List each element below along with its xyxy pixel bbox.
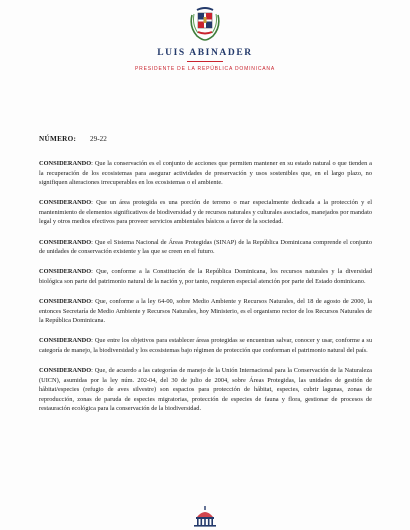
paragraph-keyword: CONSIDERANDO (39, 238, 92, 246)
document-number-value: 29-22 (90, 135, 107, 143)
document-body (39, 159, 372, 424)
considerando-paragraph (39, 366, 372, 414)
paragraph-text: : Que, de acuerdo a las categorías de manejo de la Unión Internacional para la Conservación de la Naturaleza (UICN), asumidas por la ley núm. 202-04, del 30 de julio de 2004, sobre Áreas Protegidas, las unidades de gestión de hábitat/especies (refugio de aves silvestre) son espacios para protección de hábitat, especies, cubrir lagunas, zonas de reproducción, zonas de paruda de especies migratorias, protección de especies de fauna y flora, gestionar de procesos de restauración ecológica para la conservación de la biodiversidad. (39, 366, 372, 413)
paragraph-text: : Que entre los objetivos para establecer áreas protegidas se encuentran salvar, conocer y usar, conforme a su categoría de manejo, la biodiversidad y los ecosistemas bajo régimen de protección que conforman el patrimonio natural del país. (39, 337, 372, 354)
paragraph-keyword: CONSIDERANDO (39, 337, 92, 345)
considerando-paragraph (39, 238, 372, 257)
president-name: LUIS ABINADER (157, 48, 253, 58)
paragraph-keyword: CONSIDERANDO (39, 297, 92, 305)
considerando-paragraph (39, 267, 372, 286)
paragraph-text: : Que un área protegida es una porción de terreno o mar especialmente dedicada a la protección y el mantenimiento de elementos significativos de biodiversidad y de recursos naturales y culturales asociados, manejados por mandato legal y otros medios efectivos para proveer servicios ambientales básicos a favor de la sociedad. (39, 199, 372, 226)
document-number-label: NÚMERO: (39, 135, 77, 143)
president-title: PRESIDENTE DE LA REPÚBLICA DOMINICANA (135, 66, 275, 72)
considerando-paragraph (39, 297, 372, 326)
header-divider (187, 61, 223, 62)
paragraph-text: : Que, conforme a la Constitución de la República Dominicana, los recursos naturales y la diversidad biológica son parte del patrimonio natural de la nación y, por tanto, requieren especial atención por parte del Estado dominicano. (39, 268, 372, 285)
document-number (39, 135, 107, 143)
paragraph-text: : Que la conservación es el conjunto de acciones que permiten mantener en su estado natural o que tienden a la recuperación de los ecosistemas para asegurar actividades de preservación y usos sostenibles que, en el largo plazo, no signifiquen alteraciones irrecuperables en los ecosistemas o el ambiente. (39, 160, 372, 187)
considerando-paragraph (39, 198, 372, 227)
coat-of-arms-icon (189, 3, 221, 41)
paragraph-keyword: CONSIDERANDO (39, 160, 92, 167)
considerando-paragraph (39, 159, 372, 188)
paragraph-keyword: CONSIDERANDO (39, 268, 92, 276)
paragraph-text: : Que, conforme a la ley 64-00, sobre Medio Ambiente y Recursos Naturales, del 18 de agosto de 2000, la entonces Secretaría de Medio Ambiente y Recursos Naturales, hoy Ministerio, es el organismo rector de los Recursos Naturales de la República Dominicana. (39, 297, 372, 325)
paragraph-keyword: CONSIDERANDO (39, 199, 92, 207)
considerando-paragraph (39, 336, 372, 355)
paragraph-keyword: CONSIDERANDO (39, 366, 92, 374)
palace-mark-icon (191, 505, 219, 527)
paragraph-text: : Que el Sistema Nacional de Áreas Protegidas (SINAP) de la República Dominicana comprende el conjunto de unidades de conservación existente y las que se creen en el futuro. (39, 238, 372, 256)
